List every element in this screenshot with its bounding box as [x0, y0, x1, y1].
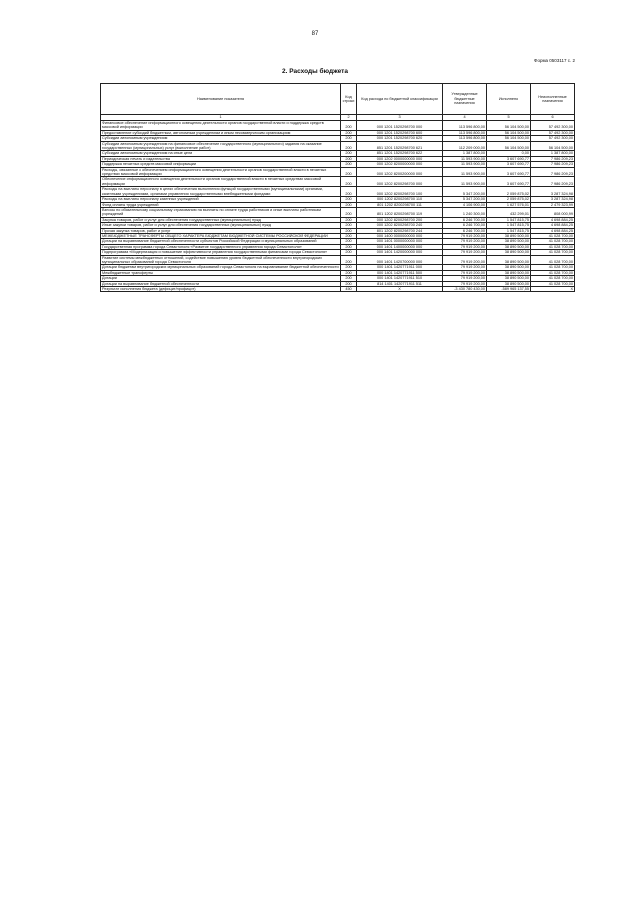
row-approved: 79 919 200,00: [443, 281, 487, 286]
row-unexecuted: X: [531, 287, 575, 292]
row-executed: 56 104 500,00: [487, 136, 531, 141]
section-title: 2. Расходы бюджета: [282, 68, 348, 75]
row-code: 200: [341, 177, 357, 187]
row-unexecuted: 7 986 209,23: [531, 177, 575, 187]
row-name: Дотации: [101, 276, 341, 281]
column-number: 5: [487, 115, 531, 121]
row-approved: 4 106 900,00: [443, 202, 487, 207]
row-executed: 0,00: [487, 151, 531, 156]
row-code: 200: [341, 197, 357, 202]
row-classification-code: 000 1401 1420771911 000: [357, 265, 443, 270]
header-unexecuted: Неисполненные назначения: [531, 84, 575, 115]
row-classification-code: 000 1201 1520298700 000: [357, 121, 443, 131]
row-approved: 6 246 700,00: [443, 228, 487, 233]
row-name: Взносы по обязательному социальному страхованию на выплаты по оплате труда работников и иные выплаты работникам учреждений: [101, 207, 341, 217]
row-classification-code: 000 1401 1420000000 000: [357, 250, 443, 255]
row-name: Субсидии автономным учреждениям на финансовое обеспечение государственного (муниципального) задания на оказание государственных (муниципальных) услуг (выполнение работ): [101, 141, 341, 151]
row-executed: 1 547 815,75: [487, 223, 531, 228]
row-executed: 56 104 500,00: [487, 141, 531, 151]
row-classification-code: 851 1201 1520298700 622: [357, 151, 443, 156]
row-code: 200: [341, 151, 357, 156]
row-code: 200: [341, 121, 357, 131]
row-unexecuted: 41 028 700,00: [531, 250, 575, 255]
row-classification-code: 000 1202 8200298700 240: [357, 223, 443, 228]
row-executed: 3 607 690,77: [487, 167, 531, 177]
row-unexecuted: 41 028 700,00: [531, 265, 575, 270]
row-executed: 56 104 500,00: [487, 121, 531, 131]
row-unexecuted: 3 287 324,98: [531, 197, 575, 202]
row-executed: 1 547 815,75: [487, 217, 531, 222]
row-classification-code: 000 1201 1520298700 620: [357, 136, 443, 141]
row-approved: 79 919 200,00: [443, 276, 487, 281]
row-code: 200: [341, 270, 357, 275]
row-approved: 1 240 300,00: [443, 207, 487, 217]
row-executed: -589 965 137,55: [487, 287, 531, 292]
header-row-code: Код строки: [341, 84, 357, 115]
row-approved: 79 919 200,00: [443, 270, 487, 275]
row-name: Фонд оплаты труда учреждений: [101, 202, 341, 207]
row-name: Субсидии автономным учреждениям на иные цели: [101, 151, 341, 156]
row-name: Обеспечение информационного освещения деятельности органов государственной власти в печатных средствах массовой информации: [101, 177, 341, 187]
row-executed: 2 059 875,02: [487, 187, 531, 197]
row-code: 200: [341, 136, 357, 141]
column-number: 4: [443, 115, 487, 121]
row-name: Межбюджетные трансферты: [101, 270, 341, 275]
row-approved: 11 593 900,00: [443, 167, 487, 177]
row-executed: 1 547 815,75: [487, 228, 531, 233]
form-label: Форма 0503117 с. 2: [534, 58, 575, 63]
row-name: Расходы, связанные с обеспечением информационного освещения деятельности органов государственной власти в печатных средствах массовой информации: [101, 167, 341, 177]
row-unexecuted: 7 986 209,23: [531, 162, 575, 167]
row-classification-code: 000 1202 8200298700 000: [357, 177, 443, 187]
row-approved: 113 596 800,00: [443, 136, 487, 141]
row-executed: 38 890 500,00: [487, 233, 531, 238]
row-code: 200: [341, 202, 357, 207]
row-name: Периодическая печать и издательства: [101, 156, 341, 161]
table-row: [101, 207, 575, 217]
row-code: 200: [341, 255, 357, 265]
row-name: Расходы на выплаты персоналу казенных учреждений: [101, 197, 341, 202]
row-code: 200: [341, 265, 357, 270]
row-name: МЕЖБЮДЖЕТНЫЕ ТРАНСФЕРТЫ ОБЩЕГО ХАРАКТЕРА БЮДЖЕТАМ БЮДЖЕТНОЙ СИСТЕМЫ РОССИЙСКОЙ ФЕДЕРАЦИИ: [101, 233, 341, 238]
row-name: Развитие системы межбюджетных отношений, содействие повышению уровня бюджетной обеспеченности внутригородских муниципальных образований города Севастополя: [101, 255, 341, 265]
row-executed: 38 890 500,00: [487, 281, 531, 286]
row-unexecuted: 4 698 884,25: [531, 228, 575, 233]
row-classification-code: 801 1202 8200298700 244: [357, 228, 443, 233]
row-executed: 3 607 690,77: [487, 162, 531, 167]
row-unexecuted: 57 492 300,00: [531, 136, 575, 141]
row-classification-code: 801 1202 8200298700 111: [357, 202, 443, 207]
row-code: 450: [341, 287, 357, 292]
row-executed: 3 607 690,77: [487, 156, 531, 161]
row-classification-code: 000 1401 1420771911 500: [357, 270, 443, 275]
column-number: 3: [357, 115, 443, 121]
row-classification-code: 000 1202 8200298700 200: [357, 217, 443, 222]
header-classification-code: Код расхода по бюджетной классификации: [357, 84, 443, 115]
row-executed: 38 890 500,00: [487, 244, 531, 249]
row-unexecuted: 57 492 300,00: [531, 121, 575, 131]
row-unexecuted: 41 028 700,00: [531, 281, 575, 286]
row-executed: 38 890 500,00: [487, 270, 531, 275]
row-classification-code: X: [357, 287, 443, 292]
row-classification-code: 801 1202 8200298700 119: [357, 207, 443, 217]
row-code: 200: [341, 233, 357, 238]
row-executed: 3 607 690,77: [487, 177, 531, 187]
row-classification-code: 000 1201 1520298700 600: [357, 130, 443, 135]
row-unexecuted: 41 028 700,00: [531, 233, 575, 238]
row-name: Субсидии автономным учреждениям: [101, 136, 341, 141]
row-classification-code: 814 1401 1420771911 511: [357, 281, 443, 286]
row-classification-code: 000 1202 8200200000 000: [357, 167, 443, 177]
row-approved: 11 593 900,00: [443, 162, 487, 167]
row-classification-code: 000 1202 8200298700 110: [357, 197, 443, 202]
row-code: 200: [341, 276, 357, 281]
row-executed: 38 890 500,00: [487, 265, 531, 270]
row-approved: -3 430 780 430,00: [443, 287, 487, 292]
row-code: 200: [341, 281, 357, 286]
row-name: Дотации на выравнивание бюджетной обеспеченности субъектов Российской Федерации и муниципальных образований: [101, 239, 341, 244]
row-executed: 2 059 875,02: [487, 197, 531, 202]
row-unexecuted: 7 986 209,23: [531, 167, 575, 177]
row-approved: 79 919 200,00: [443, 244, 487, 249]
row-approved: 11 593 900,00: [443, 177, 487, 187]
table-row: [101, 121, 575, 131]
column-number: 2: [341, 115, 357, 121]
row-executed: 38 890 500,00: [487, 250, 531, 255]
row-code: 200: [341, 162, 357, 167]
row-name: Подпрограмма «Модернизация и повышение эффективности управления государственными финансами города Севастополя»: [101, 250, 341, 255]
row-classification-code: 000 1401 1420700000 000: [357, 255, 443, 265]
row-approved: 112 209 000,00: [443, 141, 487, 151]
row-name: Закупка товаров, работ и услуг для обеспечения государственных (муниципальных) нужд: [101, 217, 341, 222]
row-classification-code: 000 1202 8200000000 000: [357, 162, 443, 167]
row-approved: 113 596 800,00: [443, 130, 487, 135]
row-unexecuted: 2 479 323,99: [531, 202, 575, 207]
row-executed: 1 627 576,01: [487, 202, 531, 207]
row-executed: 38 890 500,00: [487, 255, 531, 265]
row-approved: 79 919 200,00: [443, 265, 487, 270]
row-approved: 5 347 200,00: [443, 187, 487, 197]
row-executed: 56 104 500,00: [487, 130, 531, 135]
row-name: Прочая закупка товаров, работ и услуг: [101, 228, 341, 233]
row-code: 200: [341, 244, 357, 249]
table-row: [101, 187, 575, 197]
row-unexecuted: 41 028 700,00: [531, 270, 575, 275]
row-approved: 5 347 200,00: [443, 197, 487, 202]
row-code: 200: [341, 239, 357, 244]
table-row: [101, 177, 575, 187]
row-approved: 11 593 900,00: [443, 156, 487, 161]
row-classification-code: 000 1202 8200298700 100: [357, 187, 443, 197]
row-unexecuted: 41 028 700,00: [531, 276, 575, 281]
row-executed: 38 890 500,00: [487, 239, 531, 244]
table-row: [101, 287, 575, 292]
row-name: Дотации бюджетам внутригородских муниципальных образований города Севастополя на выравнивание бюджетной обеспеченности: [102, 265, 339, 270]
header-approved: Утвержденные бюджетные назначения: [443, 84, 487, 115]
row-classification-code: 000 1400 0000000000 000: [357, 233, 443, 238]
row-executed: 38 890 500,00: [487, 276, 531, 281]
row-approved: 79 919 200,00: [443, 233, 487, 238]
row-classification-code: 851 1201 1520298700 621: [357, 141, 443, 151]
row-unexecuted: 4 698 884,25: [531, 217, 575, 222]
row-approved: 6 246 700,00: [443, 223, 487, 228]
row-approved: 6 246 700,00: [443, 217, 487, 222]
row-unexecuted: 41 028 700,00: [531, 255, 575, 265]
row-unexecuted: 57 492 300,00: [531, 130, 575, 135]
row-unexecuted: 56 104 500,00: [531, 141, 575, 151]
row-classification-code: 000 1401 1400000000 000: [357, 244, 443, 249]
row-unexecuted: 3 287 324,98: [531, 187, 575, 197]
row-code: 200: [341, 223, 357, 228]
row-name: Предоставление субсидий бюджетным, автономным учреждениям и иным некоммерческим организациям: [101, 130, 341, 135]
row-code: 200: [341, 167, 357, 177]
expenses-table: [100, 83, 575, 292]
row-name: Дотации на выравнивание бюджетной обеспеченности: [101, 281, 341, 286]
header-name: Наименование показателя: [101, 84, 341, 115]
row-name: Государственная программа города Севастополя «Развитие государственного управления города Севастополя»: [101, 244, 341, 249]
column-number: 6: [531, 115, 575, 121]
row-approved: 79 919 200,00: [443, 250, 487, 255]
row-unexecuted: 7 986 209,23: [531, 156, 575, 161]
row-code: 200: [341, 207, 357, 217]
row-approved: 79 919 200,00: [443, 239, 487, 244]
row-classification-code: 000 1202 0000000000 000: [357, 156, 443, 161]
row-unexecuted: 1 387 800,00: [531, 151, 575, 156]
header-executed: Исполнено: [487, 84, 531, 115]
table-header-row: [101, 84, 575, 115]
row-unexecuted: 41 028 700,00: [531, 244, 575, 249]
row-approved: 79 919 200,00: [443, 255, 487, 265]
row-name: Расходы на выплаты персоналу в целях обеспечения выполнения функций государственными (муниципальными) органами, казенными учреждениями, органами управления государственными внебюджетными фондами: [101, 187, 341, 197]
row-classification-code: 000 1401 0000000000 000: [357, 239, 443, 244]
row-name: Финансовое обеспечение информационного освещения деятельности органов государственной власти и поддержка средств массовой информации: [101, 121, 341, 131]
row-name: Результат исполнения бюджета (дефицит/профицит): [101, 287, 341, 292]
row-executed: 432 299,01: [487, 207, 531, 217]
row-approved: 113 596 800,00: [443, 121, 487, 131]
row-name: Иные закупки товаров, работ и услуг для обеспечения государственных (муниципальных) нужд: [101, 223, 341, 228]
row-unexecuted: 4 698 884,25: [531, 223, 575, 228]
row-code: 200: [341, 187, 357, 197]
table-row: [101, 255, 575, 265]
row-classification-code: 000 1401 1420771911 510: [357, 276, 443, 281]
row-unexecuted: 808 000,99: [531, 207, 575, 217]
table-body: [101, 121, 575, 292]
row-code: 200: [341, 250, 357, 255]
row-code: 200: [341, 228, 357, 233]
row-code: 200: [341, 217, 357, 222]
column-number: 1: [101, 115, 341, 121]
row-code: 200: [341, 130, 357, 135]
row-unexecuted: 41 028 700,00: [531, 239, 575, 244]
row-name: Поддержка печатных средств массовой информации: [101, 162, 341, 167]
page-number: 87: [311, 31, 319, 37]
table-row: [101, 141, 575, 151]
row-code: 200: [341, 156, 357, 161]
row-code: 200: [341, 141, 357, 151]
row-approved: 1 387 800,00: [443, 151, 487, 156]
table-row: [101, 167, 575, 177]
